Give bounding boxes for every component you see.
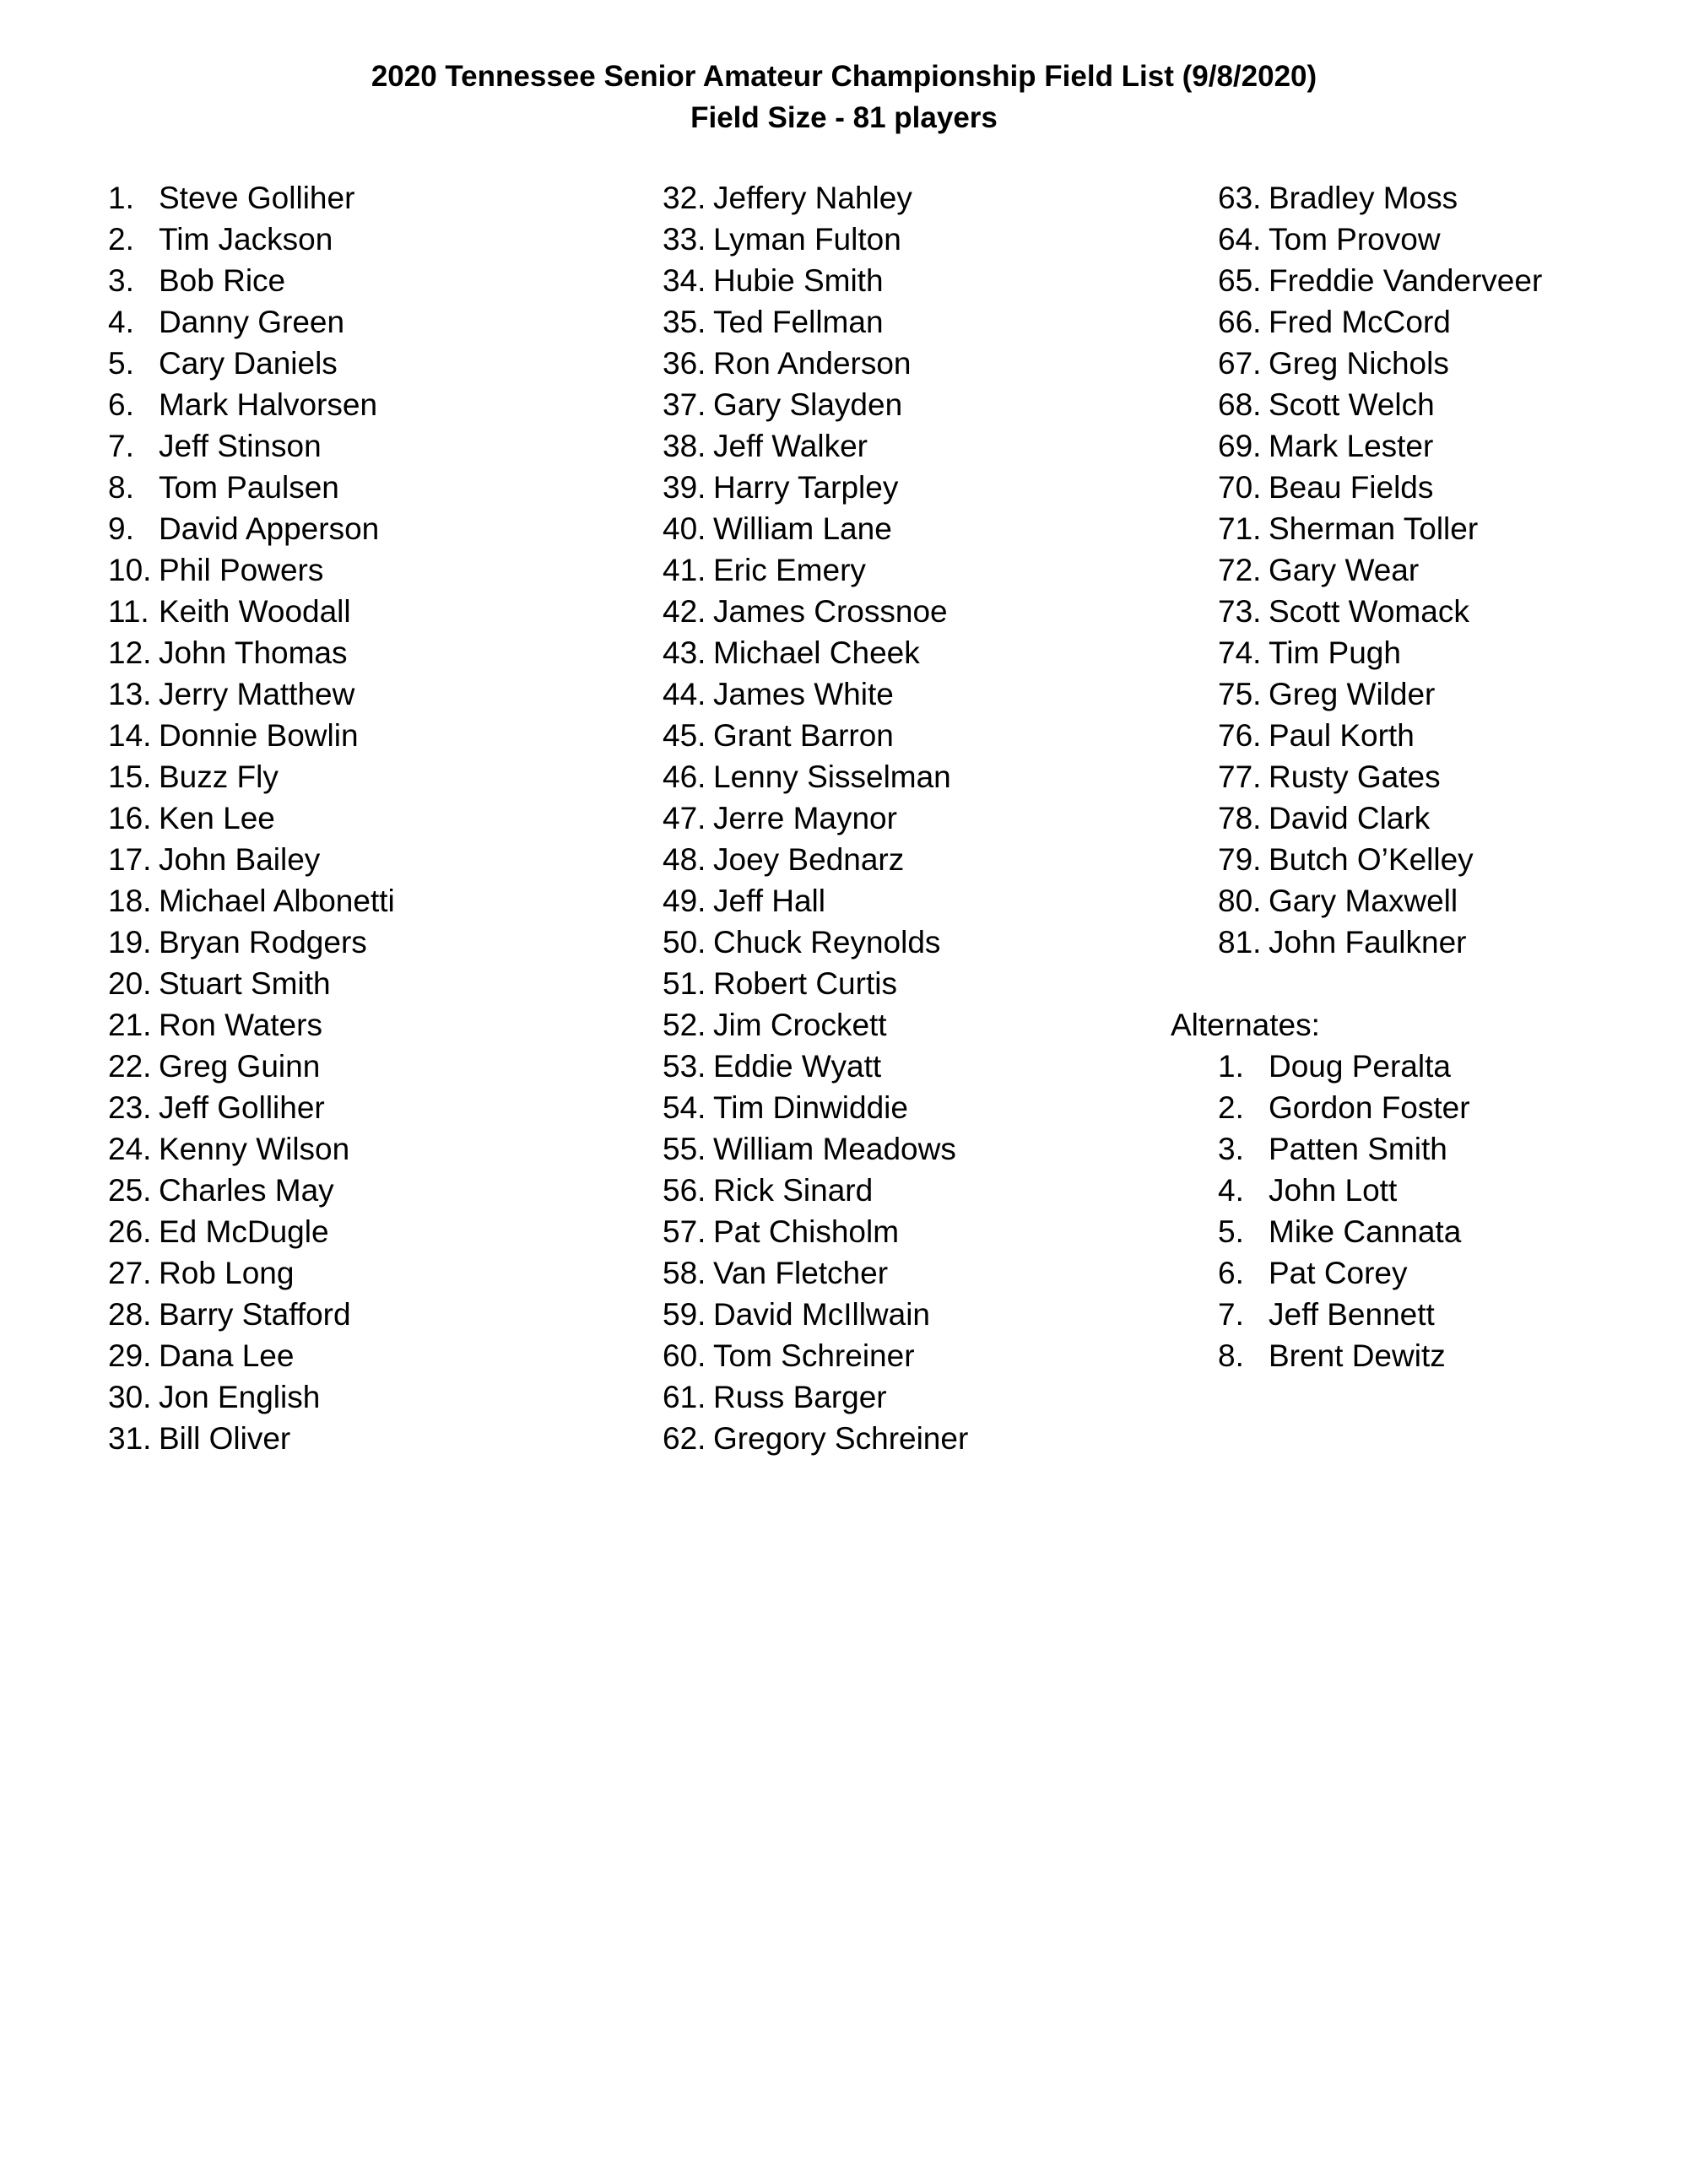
player-name: John Thomas — [159, 635, 348, 670]
list-item — [663, 591, 968, 632]
list-item-number: 64. — [1218, 222, 1262, 257]
alternate-item — [1218, 1170, 1542, 1211]
list-item-number: 34. — [663, 263, 706, 298]
player-name: Gregory Schreiner — [713, 1421, 969, 1456]
player-name: Rob Long — [159, 1256, 295, 1290]
list-item — [108, 1211, 395, 1252]
list-item-number: 52. — [663, 1008, 706, 1042]
player-name: Grant Barron — [713, 718, 894, 753]
player-name: Steve Golliher — [159, 181, 355, 215]
list-item — [108, 1004, 395, 1046]
list-item-number: 25. — [108, 1173, 152, 1208]
player-name: Tom Provow — [1269, 222, 1441, 257]
player-name: Barry Stafford — [159, 1297, 351, 1332]
player-name: Lenny Sisselman — [713, 760, 951, 794]
player-name: John Bailey — [159, 842, 321, 877]
alternate-item — [1218, 1335, 1542, 1376]
list-item — [663, 1418, 968, 1459]
player-name: Eddie Wyatt — [713, 1049, 882, 1084]
list-item — [1218, 343, 1542, 384]
player-name: Gary Slayden — [713, 387, 903, 422]
list-item — [108, 880, 395, 922]
list-item-number: 51. — [663, 966, 706, 1001]
player-name: William Lane — [713, 511, 892, 546]
list-item — [663, 1046, 968, 1087]
page-subtitle: Field Size - 81 players — [690, 101, 998, 134]
list-item — [663, 1294, 968, 1335]
list-item-number: 48. — [663, 842, 706, 877]
player-name: Greg Guinn — [159, 1049, 321, 1084]
list-item — [663, 1252, 968, 1294]
player-name: Buzz Fly — [159, 760, 279, 794]
player-column-1 — [108, 177, 395, 1459]
player-name: Gary Wear — [1269, 553, 1420, 587]
player-name: Gary Maxwell — [1269, 884, 1458, 918]
player-name: Ken Lee — [159, 801, 275, 835]
list-item-number: 12. — [108, 635, 152, 670]
list-item — [663, 260, 968, 301]
list-item-number: 13. — [108, 677, 152, 711]
list-item-number: 50. — [663, 925, 706, 960]
list-item-number: 35. — [663, 305, 706, 339]
list-item-number: 1. — [108, 181, 134, 215]
list-item-number: 60. — [663, 1338, 706, 1373]
player-name: Cary Daniels — [159, 346, 338, 381]
list-item — [663, 715, 968, 756]
list-item — [663, 880, 968, 922]
list-item — [663, 839, 968, 880]
player-name: James Crossnoe — [713, 594, 948, 629]
player-name: Patten Smith — [1269, 1132, 1447, 1166]
player-name: Jeff Hall — [713, 884, 825, 918]
list-item — [108, 1294, 395, 1335]
list-item-number: 67. — [1218, 346, 1262, 381]
list-item — [663, 922, 968, 963]
list-item-number: 3. — [1218, 1132, 1244, 1166]
player-name: Scott Welch — [1269, 387, 1435, 422]
list-item — [108, 219, 395, 260]
player-name: Stuart Smith — [159, 966, 331, 1001]
player-name: Chuck Reynolds — [713, 925, 941, 960]
list-item — [108, 1170, 395, 1211]
player-name: Tim Pugh — [1269, 635, 1401, 670]
list-item-number: 5. — [1218, 1214, 1244, 1249]
player-name: Pat Corey — [1269, 1256, 1408, 1290]
list-item-number: 43. — [663, 635, 706, 670]
list-item — [1218, 756, 1542, 797]
player-name: Doug Peralta — [1269, 1049, 1451, 1084]
list-item-number: 40. — [663, 511, 706, 546]
player-name: Jerre Maynor — [713, 801, 897, 835]
player-name: Danny Green — [159, 305, 345, 339]
player-name: Jeff Walker — [713, 429, 868, 463]
list-item-number: 5. — [108, 346, 134, 381]
player-name: Tim Dinwiddie — [713, 1090, 908, 1125]
player-name: William Meadows — [713, 1132, 956, 1166]
list-item-number: 53. — [663, 1049, 706, 1084]
player-name: Jim Crockett — [713, 1008, 887, 1042]
list-item — [663, 467, 968, 508]
list-item-number: 11. — [108, 594, 149, 629]
list-item — [1218, 425, 1542, 467]
list-item — [1218, 922, 1542, 963]
list-item — [108, 467, 395, 508]
list-item-number: 20. — [108, 966, 152, 1001]
list-item-number: 2. — [108, 222, 134, 257]
player-name: Pat Chisholm — [713, 1214, 900, 1249]
list-item-number: 68. — [1218, 387, 1262, 422]
list-item-number: 30. — [108, 1380, 152, 1414]
page-title: 2020 Tennessee Senior Amateur Championship Field List (9/8/2020) — [371, 60, 1317, 93]
list-item-number: 46. — [663, 760, 706, 794]
list-item-number: 42. — [663, 594, 706, 629]
list-item-number: 38. — [663, 429, 706, 463]
document-header — [0, 56, 1688, 138]
list-item — [108, 1418, 395, 1459]
list-item-number: 63. — [1218, 181, 1262, 215]
list-item — [1218, 467, 1542, 508]
player-name: Freddie Vanderveer — [1269, 263, 1543, 298]
list-item-number: 19. — [108, 925, 152, 960]
list-item-number: 18. — [108, 884, 152, 918]
list-item — [108, 673, 395, 715]
player-name: Ted Fellman — [713, 305, 884, 339]
player-name: Charles May — [159, 1173, 334, 1208]
player-name: Mark Halvorsen — [159, 387, 378, 422]
list-item — [663, 1004, 968, 1046]
list-item-number: 77. — [1218, 760, 1262, 794]
list-item-number: 16. — [108, 801, 152, 835]
list-item — [108, 797, 395, 839]
list-item — [108, 260, 395, 301]
player-name: Joey Bednarz — [713, 842, 905, 877]
list-item-number: 66. — [1218, 305, 1262, 339]
player-name: David McIllwain — [713, 1297, 931, 1332]
list-item-number: 1. — [1218, 1049, 1244, 1084]
list-item-number: 14. — [108, 718, 152, 753]
list-item — [108, 1087, 395, 1128]
player-name: Brent Dewitz — [1269, 1338, 1446, 1373]
player-name: Van Fletcher — [713, 1256, 889, 1290]
list-item — [108, 549, 395, 591]
list-item — [108, 591, 395, 632]
player-name: Jeff Bennett — [1269, 1297, 1435, 1332]
list-item — [108, 384, 395, 425]
list-item — [108, 1252, 395, 1294]
alternate-item — [1218, 1046, 1542, 1087]
list-item-number: 28. — [108, 1297, 152, 1332]
list-item-number: 4. — [1218, 1173, 1244, 1208]
list-item-number: 21. — [108, 1008, 152, 1042]
list-item-number: 17. — [108, 842, 152, 877]
player-name: Ron Waters — [159, 1008, 322, 1042]
player-name: Jon English — [159, 1380, 321, 1414]
player-name: Dana Lee — [159, 1338, 295, 1373]
player-name: David Apperson — [159, 511, 380, 546]
list-item-number: 74. — [1218, 635, 1262, 670]
list-item — [1218, 301, 1542, 343]
alternate-item — [1218, 1211, 1542, 1252]
list-item — [663, 797, 968, 839]
list-item — [1218, 591, 1542, 632]
player-name: Mark Lester — [1269, 429, 1434, 463]
player-name: Greg Nichols — [1269, 346, 1449, 381]
list-item — [663, 673, 968, 715]
player-name: John Faulkner — [1269, 925, 1467, 960]
list-item — [663, 425, 968, 467]
player-name: Fred McCord — [1269, 305, 1451, 339]
list-item — [663, 1376, 968, 1418]
list-item-number: 26. — [108, 1214, 152, 1249]
list-item — [663, 1335, 968, 1376]
list-item — [1218, 177, 1542, 219]
player-name: Tom Schreiner — [713, 1338, 915, 1373]
list-item-number: 8. — [108, 470, 134, 505]
list-item-number: 80. — [1218, 884, 1262, 918]
list-item — [108, 177, 395, 219]
player-name: Jerry Matthew — [159, 677, 355, 711]
list-item-number: 29. — [108, 1338, 152, 1373]
list-item-number: 61. — [663, 1380, 706, 1414]
alternate-item — [1218, 1294, 1542, 1335]
list-item — [108, 301, 395, 343]
player-name: Robert Curtis — [713, 966, 897, 1001]
list-item-number: 81. — [1218, 925, 1262, 960]
list-item-number: 6. — [108, 387, 134, 422]
list-item — [663, 549, 968, 591]
list-item-number: 49. — [663, 884, 706, 918]
list-item-number: 24. — [108, 1132, 152, 1166]
list-item — [108, 839, 395, 880]
player-name: Bob Rice — [159, 263, 286, 298]
player-name: Tom Paulsen — [159, 470, 339, 505]
list-item-number: 7. — [108, 429, 134, 463]
list-item-number: 7. — [1218, 1297, 1244, 1332]
list-item-number: 23. — [108, 1090, 152, 1125]
list-item — [663, 1170, 968, 1211]
list-item-number: 3. — [108, 263, 134, 298]
list-item — [108, 1128, 395, 1170]
player-name: Eric Emery — [713, 553, 866, 587]
list-item — [1218, 673, 1542, 715]
list-item-number: 39. — [663, 470, 706, 505]
player-name: Donnie Bowlin — [159, 718, 359, 753]
list-item — [108, 632, 395, 673]
list-item-number: 55. — [663, 1132, 706, 1166]
list-item — [663, 219, 968, 260]
list-item — [1218, 880, 1542, 922]
player-name: Rusty Gates — [1269, 760, 1441, 794]
list-item — [663, 1087, 968, 1128]
player-name: Russ Barger — [713, 1380, 887, 1414]
player-name: Harry Tarpley — [713, 470, 899, 505]
player-name: Jeffery Nahley — [713, 181, 912, 215]
list-item-number: 33. — [663, 222, 706, 257]
list-item — [663, 508, 968, 549]
player-name: Hubie Smith — [713, 263, 884, 298]
list-item-number: 79. — [1218, 842, 1262, 877]
list-item-number: 27. — [108, 1256, 152, 1290]
list-item-number: 9. — [108, 511, 134, 546]
list-item — [1218, 839, 1542, 880]
list-item — [663, 301, 968, 343]
list-item-number: 59. — [663, 1297, 706, 1332]
list-item-number: 37. — [663, 387, 706, 422]
list-item — [663, 1128, 968, 1170]
list-item-number: 69. — [1218, 429, 1262, 463]
list-item — [1218, 508, 1542, 549]
list-item — [108, 715, 395, 756]
player-name: Mike Cannata — [1269, 1214, 1462, 1249]
list-item-number: 71. — [1218, 511, 1262, 546]
player-name: Tim Jackson — [159, 222, 333, 257]
list-item-number: 8. — [1218, 1338, 1244, 1373]
list-item-number: 2. — [1218, 1090, 1244, 1125]
list-item — [108, 922, 395, 963]
list-item-number: 76. — [1218, 718, 1262, 753]
player-name: Butch O’Kelley — [1269, 842, 1474, 877]
player-name: Bill Oliver — [159, 1421, 291, 1456]
player-name: David Clark — [1269, 801, 1431, 835]
player-name: Paul Korth — [1269, 718, 1415, 753]
list-item-number: 58. — [663, 1256, 706, 1290]
list-item — [108, 425, 395, 467]
list-item-number: 4. — [108, 305, 134, 339]
list-item-number: 78. — [1218, 801, 1262, 835]
list-item-number: 54. — [663, 1090, 706, 1125]
player-name: John Lott — [1269, 1173, 1398, 1208]
player-name: Rick Sinard — [713, 1173, 874, 1208]
player-name: Greg Wilder — [1269, 677, 1436, 711]
list-item — [108, 1046, 395, 1087]
list-item-number: 56. — [663, 1173, 706, 1208]
list-item — [108, 343, 395, 384]
player-name: James White — [713, 677, 894, 711]
list-item — [108, 963, 395, 1004]
player-name: Keith Woodall — [159, 594, 351, 629]
list-item — [663, 756, 968, 797]
player-name: Bradley Moss — [1269, 181, 1458, 215]
player-name: Lyman Fulton — [713, 222, 901, 257]
list-item-number: 41. — [663, 553, 706, 587]
list-item — [108, 756, 395, 797]
list-item-number: 70. — [1218, 470, 1262, 505]
player-name: Gordon Foster — [1269, 1090, 1470, 1125]
list-item-number: 75. — [1218, 677, 1262, 711]
alternates-heading: Alternates: — [1171, 1008, 1320, 1042]
list-item-number: 62. — [663, 1421, 706, 1456]
list-item — [108, 1376, 395, 1418]
player-name: Scott Womack — [1269, 594, 1469, 629]
list-item-number: 57. — [663, 1214, 706, 1249]
list-item — [663, 343, 968, 384]
list-item-number: 15. — [108, 760, 152, 794]
player-name: Ed McDugle — [159, 1214, 329, 1249]
player-name: Beau Fields — [1269, 470, 1434, 505]
player-name: Jeff Stinson — [159, 429, 322, 463]
list-item — [663, 177, 968, 219]
list-item-number: 72. — [1218, 553, 1262, 587]
player-column-3 — [1171, 177, 1543, 1376]
list-item-number: 65. — [1218, 263, 1262, 298]
player-column-2 — [663, 177, 968, 1459]
list-item — [1218, 797, 1542, 839]
player-name: Jeff Golliher — [159, 1090, 325, 1125]
list-item — [1218, 260, 1542, 301]
list-item — [1218, 632, 1542, 673]
list-item — [1218, 549, 1542, 591]
list-item — [108, 1335, 395, 1376]
list-item-number: 45. — [663, 718, 706, 753]
alternate-item — [1218, 1128, 1542, 1170]
list-item-number: 36. — [663, 346, 706, 381]
player-name: Phil Powers — [159, 553, 324, 587]
list-item — [663, 1211, 968, 1252]
list-item-number: 10. — [108, 553, 152, 587]
alternate-item — [1218, 1087, 1542, 1128]
list-item-number: 73. — [1218, 594, 1262, 629]
list-item — [663, 384, 968, 425]
player-name: Bryan Rodgers — [159, 925, 367, 960]
list-item-number: 32. — [663, 181, 706, 215]
list-item-number: 47. — [663, 801, 706, 835]
list-item — [663, 632, 968, 673]
list-item — [1218, 715, 1542, 756]
list-item — [1218, 384, 1542, 425]
player-name: Sherman Toller — [1269, 511, 1479, 546]
list-item — [1218, 219, 1542, 260]
list-item-number: 22. — [108, 1049, 152, 1084]
list-item-number: 31. — [108, 1421, 152, 1456]
player-name: Michael Albonetti — [159, 884, 395, 918]
player-name: Michael Cheek — [713, 635, 920, 670]
player-name: Ron Anderson — [713, 346, 912, 381]
list-item-number: 44. — [663, 677, 706, 711]
list-item — [108, 508, 395, 549]
list-item-number: 6. — [1218, 1256, 1244, 1290]
alternate-item — [1218, 1252, 1542, 1294]
list-item — [663, 963, 968, 1004]
player-name: Kenny Wilson — [159, 1132, 350, 1166]
